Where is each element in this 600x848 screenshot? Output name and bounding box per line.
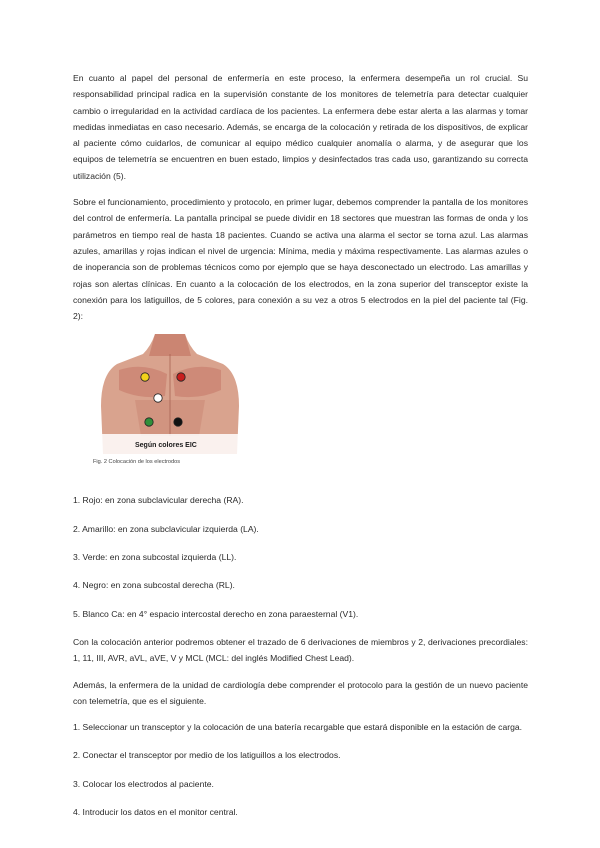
- electrode-white-v1: [154, 394, 162, 402]
- electrode-yellow-la: [141, 373, 149, 381]
- document-body: [73, 70, 528, 832]
- paragraph-monitor-function: Sobre el funcionamiento, procedimiento y protocolo, en primer lugar, debemos comprender la pantalla de los monitores del control de enfermería. La pantalla principal se puede dividir en 18 sectores que muestran las formas de onda y los parámetros en tiempo real de hasta 18 pacientes. Cuando se activa una alarma el sector se torna azul. Las alarmas azules, amarillas y rojas indican el nivel de urgencia: Mínima, media y máxima respectivamente. Las alarmas azules o de inoperancia son de problemas técnicos como por ejemplo que se haya desconectado un electrodo. Las amarillas y rojas son alertas clínicas. En cuanto a la colocación de los electrodos, en la zona superior del transceptor existe la conexión para los latiguillos, de 5 colores, para conexión a su vez a otros 5 electrodos en la piel del paciente tal (Fig. 2):: [73, 197, 528, 322]
- neck-muscle: [149, 334, 191, 356]
- electrode-item-yellow: 2. Amarillo: en zona subclavicular izquierda (LA).: [73, 523, 259, 534]
- figure-caption: Fig. 2 Colocación de los electrodos: [93, 459, 181, 466]
- torso-illustration: [95, 334, 245, 454]
- left-pectoral: [119, 367, 167, 397]
- electrode-black-rl: [174, 418, 182, 426]
- protocol-step-2: 2. Conectar el transceptor por medio de los latiguillos a los electrodos.: [73, 750, 341, 761]
- electrode-placement-figure: [95, 334, 245, 454]
- protocol-step-4: 4. Introducir los datos en el monitor central.: [73, 807, 238, 818]
- paragraph-nursing-role: En cuanto al papel del personal de enfermería en este proceso, la enfermera desempeña un rol crucial. Su responsabilidad principal radica en la supervisión constante de los monitores de telemetría para detectar cualquier cambio o irregularidad en la actividad cardíaca de los pacientes. La enfermera debe estar alerta a las alarmas y tomar medidas inmediatas en caso necesario. Además, se encarga de la colocación y retirada de los dispositivos, de explicar al paciente cómo cuidarlos, de comunicar al equipo médico cualquier anomalía o alarma, y de asegurar que los equipos de telemetría se encuentren en buen estado, limpios y desinfectados tras cada uso, garantizando su correcta utilización (5).: [73, 73, 528, 181]
- figure-image-label: Según colores EIC: [135, 442, 197, 450]
- electrode-item-white: 5. Blanco Ca: en 4° espacio intercostal derecho en zona paraesternal (V1).: [73, 608, 359, 619]
- electrode-item-green: 3. Verde: en zona subcostal izquierda (LL).: [73, 552, 237, 563]
- protocol-step-1: 1. Seleccionar un transceptor y la colocación de una batería recargable que estará disponible en la estación de carga.: [73, 722, 523, 733]
- right-pectoral: [173, 367, 221, 397]
- electrode-red-ra: [177, 373, 185, 381]
- paragraph-derivations: Con la colocación anterior podremos obtener el trazado de 6 derivaciones de miembros y 2, derivaciones precordiales: 1, 11, III, AVR, aVL, aVE, V y MCL (MCL: del inglés Modified Chest Lead).: [73, 636, 528, 664]
- electrode-item-black: 4. Negro: en zona subcostal derecha (RL).: [73, 580, 235, 591]
- paragraph-protocol-intro: Además, la enfermera de la unidad de cardiología debe comprender el protocolo para la gestión de un nuevo paciente con telemetría, que es el siguiente.: [73, 679, 528, 706]
- electrode-item-red: 1. Rojo: en zona subclavicular derecha (RA).: [73, 495, 244, 506]
- electrode-green-ll: [145, 418, 153, 426]
- protocol-step-3: 3. Colocar los electrodos al paciente.: [73, 778, 214, 789]
